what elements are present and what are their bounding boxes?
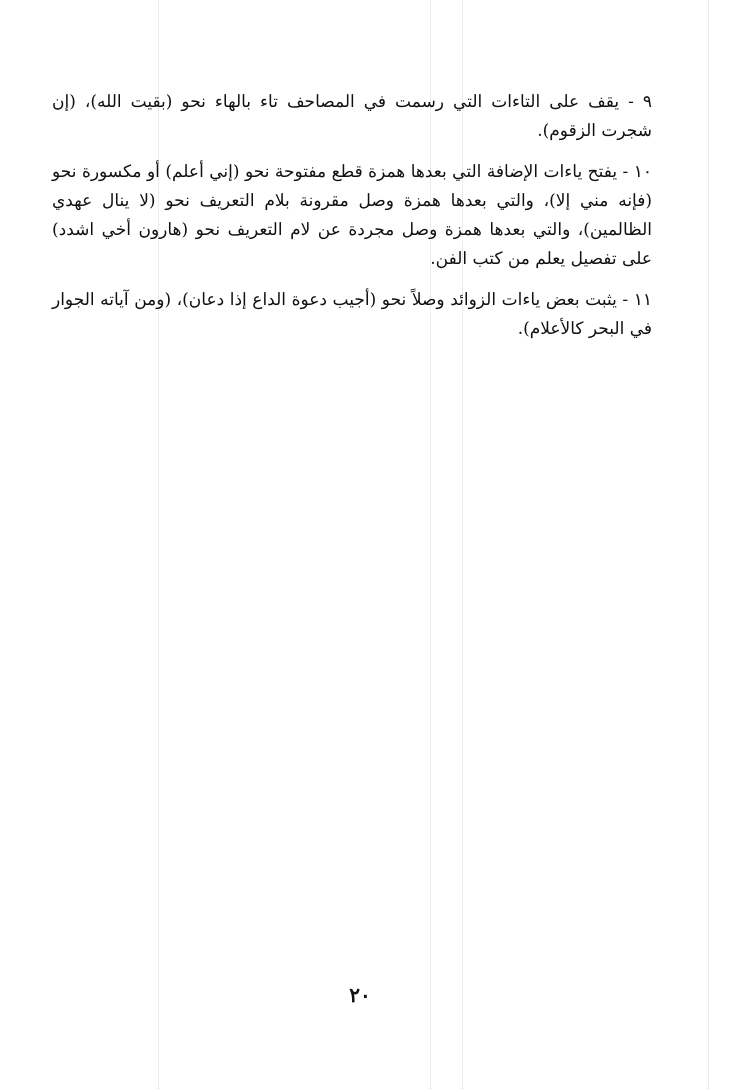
item-text: - يفتح ياءات الإضافة التي بعدها همزة قطع مفتوحة نحو (إني أعلم) أو مكسورة نحو (فإنه مني إلا)، والتي بعدها همزة وصل مقرونة بلام التعريف نحو (لا ينال عهدي الظالمين)، والتي بعدها همزة وصل مجردة عن لام التعريف نحو (هارون أخي اشدد) على تفصيل يعلم من كتب الفن.: [52, 162, 652, 269]
item-number: ٩: [642, 92, 652, 112]
page-number: ٢٠: [349, 983, 371, 1007]
body-text: [52, 88, 652, 356]
item-text: - يثبت بعض ياءات الزوائد وصلاً نحو (أجيب دعوة الداع إذا دعان)، (ومن آياته الجوار في البحر كالأعلام).: [52, 290, 652, 339]
item-text: - يقف على التاءات التي رسمت في المصاحف تاء بالهاء نحو (بقيت الله)، (إن شجرت الزقوم).: [52, 92, 652, 141]
item-number: ١٠: [633, 162, 653, 182]
scan-guide-line: [708, 0, 709, 1089]
list-item-9: [52, 88, 652, 146]
item-number: ١١: [633, 290, 653, 310]
list-item-10: [52, 158, 652, 274]
list-item-11: [52, 286, 652, 344]
